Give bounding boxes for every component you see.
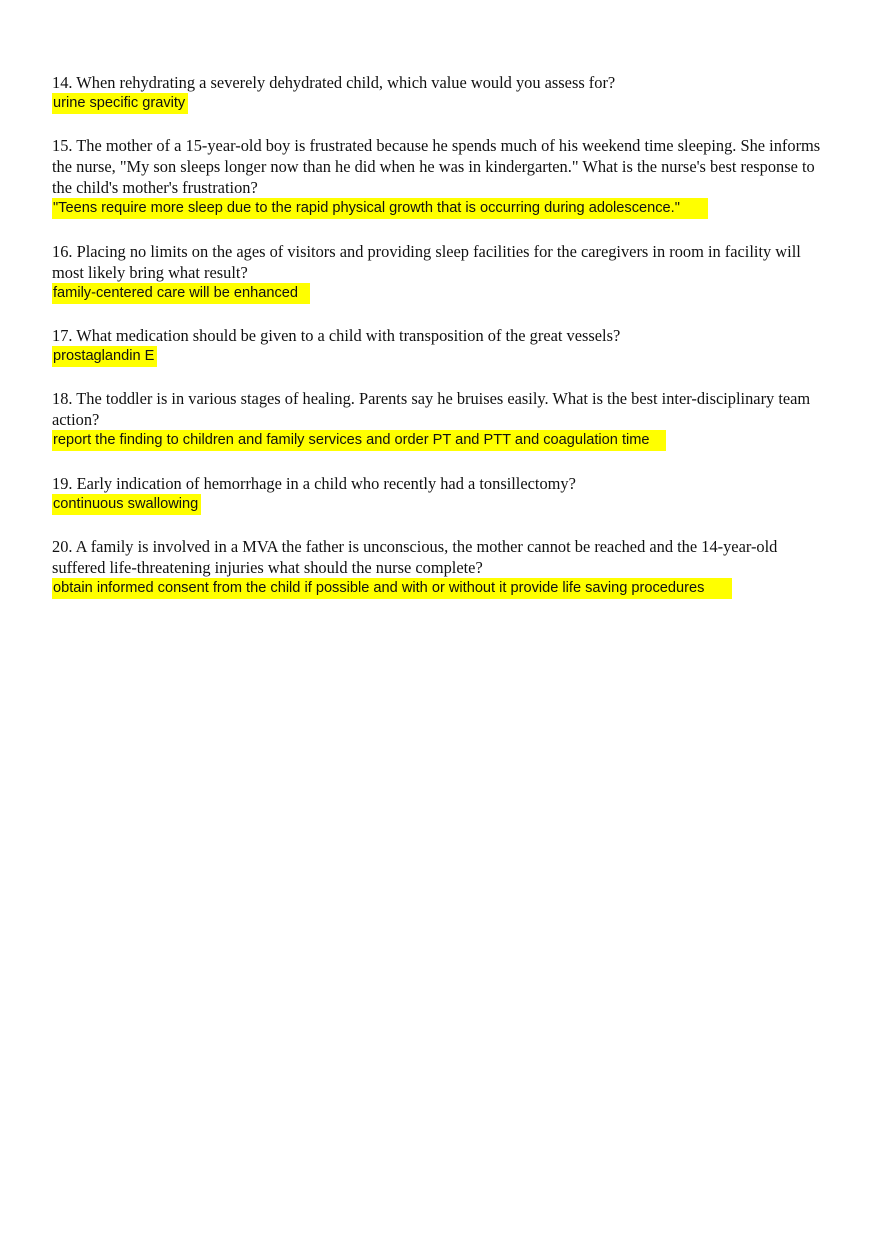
highlighted-answer: family-centered care will be enhanced xyxy=(52,283,310,304)
question-15 xyxy=(52,135,832,219)
question-text: 20. A family is involved in a MVA the father is unconscious, the mother cannot be reached and the 14-year-old suffered life-threatening injuries what should the nurse complete? xyxy=(52,537,778,577)
highlighted-answer: urine specific gravity xyxy=(52,93,188,114)
question-16 xyxy=(52,241,832,304)
question-text: 17. What medication should be given to a child with transposition of the great vessels? xyxy=(52,326,621,345)
question-text: 14. When rehydrating a severely dehydrated child, which value would you assess for? xyxy=(52,73,616,92)
question-text: 18. The toddler is in various stages of healing. Parents say he bruises easily. What is the best inter-disciplinary team action? xyxy=(52,389,811,429)
question-19 xyxy=(52,473,832,515)
highlighted-answer: continuous swallowing xyxy=(52,494,201,515)
question-17 xyxy=(52,325,832,367)
question-14 xyxy=(52,72,832,114)
highlighted-answer: prostaglandin E xyxy=(52,346,157,367)
question-text: 15. The mother of a 15-year-old boy is frustrated because he spends much of his weekend time sleeping. She informs the nurse, "My son sleeps longer now than he did when he was in kindergarten." What is the nurse's best response to the child's mother's frustration? xyxy=(52,136,821,197)
highlighted-answer: "Teens require more sleep due to the rapid physical growth that is occurring during adolescence." xyxy=(52,198,708,219)
highlighted-answer: obtain informed consent from the child if possible and with or without it provide life saving procedures xyxy=(52,578,732,599)
question-20 xyxy=(52,536,832,599)
question-text: 19. Early indication of hemorrhage in a child who recently had a tonsillectomy? xyxy=(52,474,576,493)
question-18 xyxy=(52,388,832,451)
highlighted-answer: report the finding to children and family services and order PT and PTT and coagulation time xyxy=(52,430,666,451)
question-text: 16. Placing no limits on the ages of visitors and providing sleep facilities for the caregivers in room in facility will most likely bring what result? xyxy=(52,242,801,282)
